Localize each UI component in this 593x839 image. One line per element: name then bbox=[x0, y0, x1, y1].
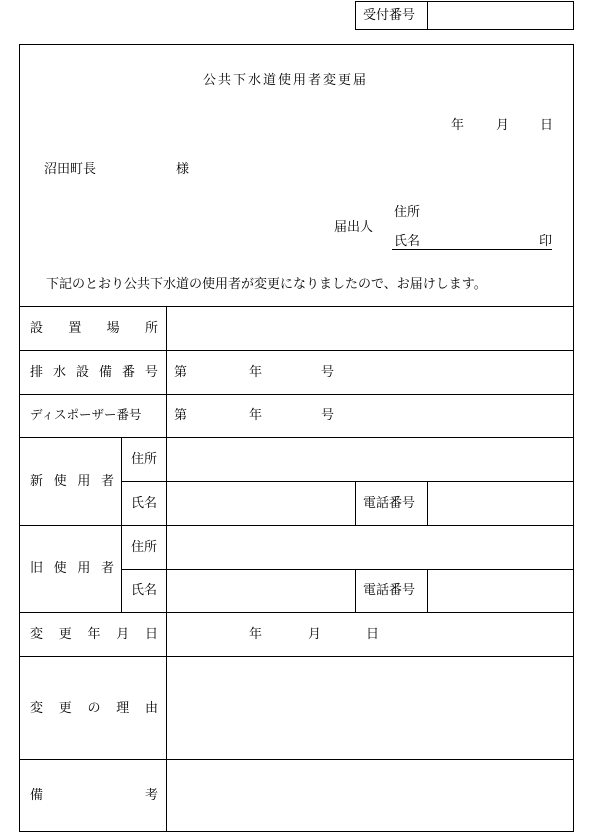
date-day-unit: 日 bbox=[540, 118, 554, 133]
disposer-number-suffix: 号 bbox=[321, 408, 335, 423]
new-user-address-label: 住所 bbox=[131, 452, 158, 467]
row-divider bbox=[19, 350, 574, 351]
phone-label-divider-right bbox=[427, 481, 428, 525]
old-user-name-field[interactable] bbox=[174, 584, 348, 598]
applicant-address-label: 住所 bbox=[394, 205, 421, 220]
new-user-address-field[interactable] bbox=[174, 453, 566, 467]
form-title: 公共下水道使用者変更届 bbox=[203, 73, 369, 88]
row-divider bbox=[121, 569, 574, 570]
addressee: 沼田町長 bbox=[44, 162, 97, 177]
location-field[interactable] bbox=[174, 322, 566, 336]
drainage-number-suffix: 号 bbox=[321, 365, 335, 380]
change-date-year-unit: 年 bbox=[249, 627, 263, 642]
new-user-label: 新 使 用 者 bbox=[30, 474, 114, 489]
remarks-field[interactable] bbox=[174, 767, 566, 825]
new-user-phone-label: 電話番号 bbox=[363, 496, 416, 511]
change-reason-label: 変 更 の 理 由 bbox=[30, 701, 158, 716]
drainage-number-year: 年 bbox=[249, 365, 263, 380]
drainage-number-prefix: 第 bbox=[174, 365, 188, 380]
old-user-label: 旧 使 用 者 bbox=[30, 561, 114, 576]
statement: 下記のとおり公共下水道の使用者が変更になりましたので、お届けします。 bbox=[46, 277, 487, 292]
old-user-phone-label: 電話番号 bbox=[363, 583, 416, 598]
date-year-unit: 年 bbox=[451, 118, 465, 133]
table-top-border bbox=[19, 306, 574, 307]
seal-mark: 印 bbox=[539, 234, 553, 249]
sublabel-column-divider bbox=[121, 437, 122, 612]
old-user-address-field[interactable] bbox=[174, 541, 566, 555]
row-divider bbox=[19, 437, 574, 438]
change-date-label: 変 更 年 月 日 bbox=[30, 627, 158, 642]
disposer-number-year: 年 bbox=[249, 408, 263, 423]
row-divider bbox=[19, 656, 574, 657]
row-divider bbox=[121, 481, 574, 482]
old-user-phone-field[interactable] bbox=[434, 584, 568, 598]
row-divider bbox=[19, 394, 574, 395]
row-divider bbox=[19, 759, 574, 760]
new-user-name-label: 氏名 bbox=[131, 496, 158, 511]
honorific: 様 bbox=[176, 162, 190, 177]
applicant-label: 届出人 bbox=[334, 220, 374, 235]
location-label: 設 置 場 所 bbox=[30, 321, 158, 336]
change-date-month-unit: 月 bbox=[308, 627, 322, 642]
phone-label-divider-left bbox=[355, 569, 356, 612]
new-user-name-field[interactable] bbox=[174, 497, 348, 511]
change-reason-field[interactable] bbox=[174, 665, 566, 751]
disposer-number-prefix: 第 bbox=[174, 408, 188, 423]
drainage-number-label: 排 水 設 備 番 号 bbox=[30, 365, 158, 380]
phone-label-divider-left bbox=[355, 481, 356, 525]
phone-label-divider-right bbox=[427, 569, 428, 612]
receipt-number-field[interactable] bbox=[434, 9, 568, 23]
old-user-name-label: 氏名 bbox=[131, 583, 158, 598]
disposer-number-label: ディスポーザー番号 bbox=[30, 407, 142, 422]
row-divider bbox=[19, 612, 574, 613]
applicant-name-underline bbox=[392, 249, 552, 250]
label-column-divider bbox=[166, 306, 167, 832]
receipt-divider bbox=[427, 1, 428, 30]
change-date-day-unit: 日 bbox=[366, 627, 380, 642]
remarks-label: 備 考 bbox=[30, 788, 158, 803]
applicant-name-label: 氏名 bbox=[394, 234, 421, 249]
row-divider bbox=[19, 525, 574, 526]
date-month-unit: 月 bbox=[496, 118, 510, 133]
new-user-phone-field[interactable] bbox=[434, 497, 568, 511]
old-user-address-label: 住所 bbox=[131, 540, 158, 555]
receipt-label: 受付番号 bbox=[363, 8, 416, 23]
